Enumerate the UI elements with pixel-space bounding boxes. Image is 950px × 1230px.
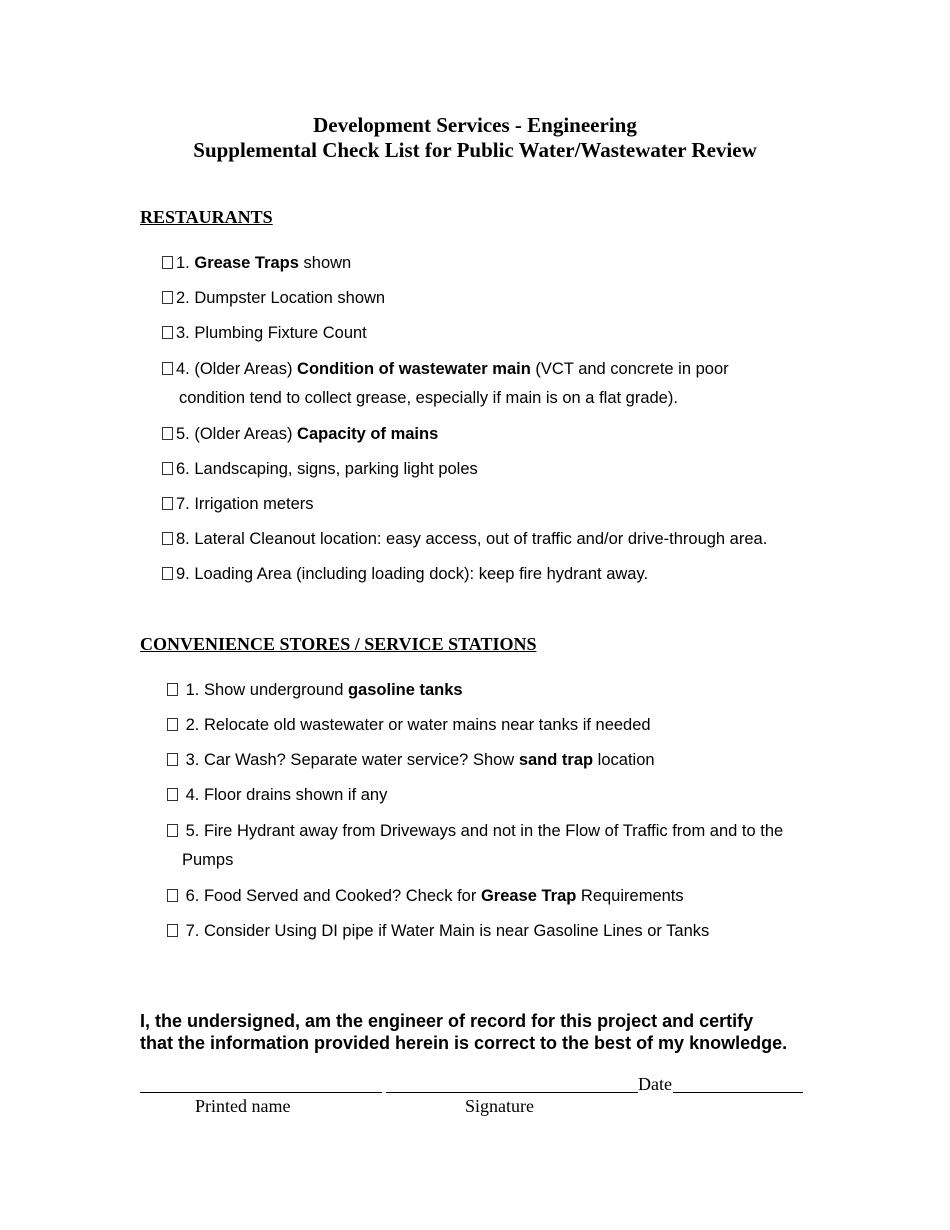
printed-name-line[interactable] [140,1092,382,1093]
checkbox[interactable] [162,427,173,440]
printed-name-label: Printed name [195,1096,291,1116]
certification-line2: that the information provided herein is correct to the best of my knowledge. [140,1033,788,1053]
restaurants-item-4-continuation: condition tend to collect grease, especially if main is on a flat grade). [179,389,678,407]
checkbox[interactable] [162,326,173,339]
checkbox[interactable] [162,497,173,510]
restaurants-item-2: 2. Dumpster Location shown [162,284,385,313]
restaurants-item-3: 3. Plumbing Fixture Count [162,319,367,348]
checkbox[interactable] [162,462,173,475]
checkbox[interactable] [167,718,178,731]
date-line[interactable] [673,1092,803,1093]
restaurants-item-8: 8. Lateral Cleanout location: easy access, out of traffic and/or drive-through area. [162,525,767,554]
restaurants-item-6: 6. Landscaping, signs, parking light poles [162,455,478,484]
checkbox[interactable] [162,291,173,304]
stores-item-3: 3. Car Wash? Separate water service? Show sand trap location [167,746,655,775]
checkbox[interactable] [167,788,178,801]
restaurants-heading: RESTAURANTS [140,207,273,227]
stores-heading: CONVENIENCE STORES / SERVICE STATIONS [140,634,537,654]
checkbox[interactable] [162,532,173,545]
stores-item-1: 1. Show underground gasoline tanks [167,676,463,705]
stores-item-6: 6. Food Served and Cooked? Check for Grease Trap Requirements [167,882,684,911]
stores-item-2: 2. Relocate old wastewater or water mains near tanks if needed [167,711,651,740]
checkbox[interactable] [167,824,178,837]
date-label: Date [638,1074,672,1094]
stores-item-5-continuation: Pumps [182,851,234,869]
doc-title-line1: Development Services - Engineering [313,113,637,137]
checkbox[interactable] [167,889,178,902]
stores-item-7: 7. Consider Using DI pipe if Water Main is near Gasoline Lines or Tanks [167,917,709,946]
checkbox[interactable] [167,683,178,696]
certification-line1: I, the undersigned, am the engineer of record for this project and certify [140,1011,754,1031]
stores-item-5: 5. Fire Hydrant away from Driveways and not in the Flow of Traffic from and to the [167,817,783,846]
restaurants-item-1: 1. Grease Traps shown [162,249,351,278]
signature-line[interactable] [386,1092,638,1093]
restaurants-item-5: 5. (Older Areas) Capacity of mains [162,420,438,449]
restaurants-item-7: 7. Irrigation meters [162,490,314,519]
restaurants-item-4: 4. (Older Areas) Condition of wastewater main (VCT and concrete in poor [162,355,729,384]
checkbox[interactable] [162,256,173,269]
checkbox[interactable] [167,924,178,937]
checkbox[interactable] [162,362,173,375]
stores-item-4: 4. Floor drains shown if any [167,781,387,810]
signature-label: Signature [465,1096,534,1116]
doc-title-line2: Supplemental Check List for Public Water/Wastewater Review [193,138,757,162]
checkbox[interactable] [167,753,178,766]
restaurants-item-9: 9. Loading Area (including loading dock): keep fire hydrant away. [162,560,648,589]
checkbox[interactable] [162,567,173,580]
